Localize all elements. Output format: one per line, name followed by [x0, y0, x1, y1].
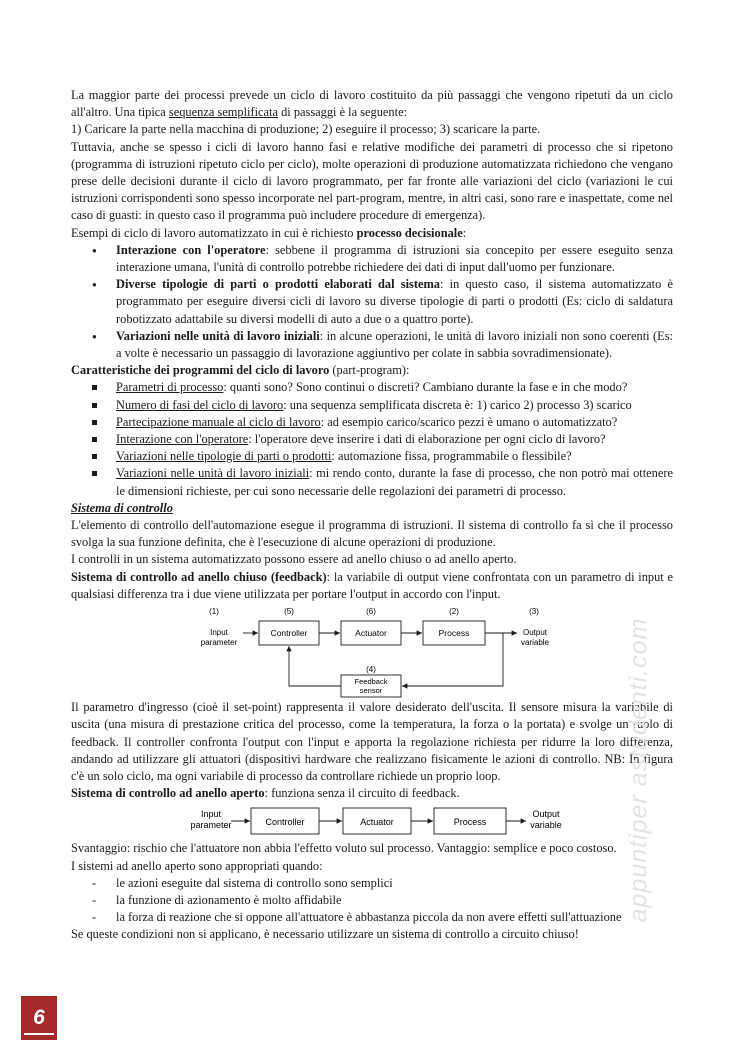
actuator-label: Actuator	[355, 628, 387, 639]
conditions-list	[71, 875, 673, 927]
bullet-term: Diverse tipologie di parti o prodotti elaborati dal sistema	[116, 277, 440, 292]
intro-paragraph	[71, 87, 673, 121]
colon: :	[462, 225, 467, 240]
item-text: : ad esempio carico/scarico pezzi è umano o automatizzato?	[320, 414, 618, 429]
list-item	[116, 397, 673, 414]
closed-loop-paragraph	[71, 569, 673, 603]
intro-text-c: di passaggi è la seguente:	[281, 105, 408, 120]
page-content	[71, 87, 673, 944]
sensor-label-2: sensor	[359, 686, 383, 696]
process-label: Process	[438, 628, 470, 639]
num-6: (6)	[366, 607, 376, 617]
item-text: : mi rendo conto, durante la fase di processo, che non potrò mai ottenere le dimensioni richieste, per cui sono necessarie delle regolazioni dei parametri di processo.	[116, 466, 673, 498]
section-title: Sistema di controllo	[71, 500, 173, 515]
open-output-label: Output	[532, 809, 560, 820]
cycle-paragraph: Tuttavia, anche se spesso i cicli di lavoro hanno fasi e relative modifiche dei parametri di processo che si ripetono (programma di istruzioni ripetuto ciclo per ciclo), molte operazioni di produzione automatizzata richiedono che vengano prese delle decisioni durante il ciclo di lavoro programmato, per far fronte alle variazioni del ciclo (variazioni le cui istruzioni corrispondenti sono spesso incorporate nel part-program, mentre, in altri casi, sono rare e inaspettate, come nel caso di guasti: in questo caso il programma può includere procedure di emergenza).	[71, 139, 673, 223]
item-term: Interazione con l'operatore	[116, 432, 249, 447]
characteristics-heading	[71, 362, 673, 379]
watermark-text: appuntiper astudenti.com	[624, 617, 653, 923]
item-term: Partecipazione manuale al ciclo di lavoro	[116, 414, 321, 429]
list-item	[116, 276, 673, 328]
steps-paragraph: 1) Caricare la parte nella macchina di produzione; 2) eseguire il processo; 3) scaricare la parte.	[71, 122, 541, 137]
control-types-paragraph: I controlli in un sistema automatizzato possono essere ad anello chiuso o ad anello aperto.	[71, 552, 517, 567]
characteristics-list	[71, 379, 673, 499]
page-number-underline	[24, 1033, 54, 1035]
list-item	[116, 328, 673, 362]
list-item: - le azioni eseguite dal sistema di controllo sono semplici	[116, 875, 673, 892]
list-item	[116, 379, 673, 396]
open-input-label: Input	[200, 809, 222, 820]
item-term: Parametri di processo	[116, 380, 224, 395]
tradeoff-paragraph: Svantaggio: rischio che l'attuatore non abbia l'effetto voluto sul processo. Vantaggio: semplice e poco costoso.	[71, 841, 617, 856]
closed-loop-diagram	[71, 603, 673, 699]
item-text: : una sequenza semplificata discreta è: 1) carico 2) processo 3) scarico	[283, 397, 632, 412]
input-label: Input	[210, 628, 228, 638]
list-item	[116, 431, 673, 448]
bullet-text: : in alcune operazioni, le unità di lavoro iniziali non sono coerenti (Es: a volte è necessario un passaggio di lavorazione aggiuntivo per colate in sabbia sovradimensionate).	[116, 328, 673, 361]
open-output-label-2: variable	[530, 820, 562, 831]
intro-text: La maggior parte dei processi prevede un ciclo di lavoro costituito da più passaggi che vengono ripetuti da un ciclo all'altro.	[71, 88, 673, 120]
feedback-return-line	[289, 646, 341, 686]
list-item: - la forza di reazione che si oppone all'attuatore è abbastanza piccola da non avere effetti sull'attuazione	[116, 909, 673, 926]
num-2: (2)	[449, 607, 459, 617]
item-text: : quanti sono? Sono continui o discreti? Cambiano durante la fase e in che modo?	[223, 380, 628, 395]
num-4: (4)	[366, 665, 376, 675]
num-5: (5)	[284, 607, 294, 617]
item-text: : l'operatore deve inserire i dati di elaborazione per ogni ciclo di lavoro?	[248, 432, 606, 447]
sequence-underline: sequenza semplificata	[168, 105, 278, 120]
output-label-2: variable	[520, 638, 550, 648]
list-item	[116, 465, 673, 499]
bullet-text: : in questo caso, il sistema automatizzato è programmato per eseguire diversi cicli di lavoro su diverse tipologie di parti o prodotti (Es: ciclo di saldatura robotizzato adattabile su diversi modelli di auto a due o a quattro porte).	[116, 277, 673, 326]
item-term: Variazioni nelle tipologie di parti o prodotti	[116, 449, 332, 464]
setpoint-paragraph: Il parametro d'ingresso (cioè il set-point) rappresenta il valore desiderato dell'uscita. Il sensore misura la variabile di uscita (una misura di prestazione critica del processo, come la temperatura, la forza o la portata) e svolge un ruolo di feedback. Il controller confronta l'output con l'input e apporta la regolazione richiesta per ridurre la loro differenza, andando ad utilizzare gli attuatori (dispositivi hardware che realizzano fisicamente le azioni di controllo. NB: In figura c'è un solo ciclo, ma ogni variabile di processo da controllare richiede un proprio loop.	[71, 700, 673, 783]
list-item	[116, 448, 673, 465]
open-actuator-label: Actuator	[360, 817, 394, 828]
bullet-term: Variazioni nelle unità di lavoro iniziali	[116, 328, 320, 343]
closed-loop-text: : la variabile di output viene confrontata con un parametro di input e qualsiasi differenza tra i due viene utilizzata per portare l'output in accordo con l'input.	[71, 569, 673, 601]
conditions-intro: I sistemi ad anello aperto sono appropriati quando:	[71, 858, 323, 873]
item-text: : automazione fissa, programmabile o flessibile?	[331, 449, 572, 464]
num-3: (3)	[529, 607, 539, 617]
open-controller-label: Controller	[265, 817, 305, 828]
decision-term: processo decisionale	[356, 225, 463, 240]
num-1: (1)	[209, 607, 219, 617]
examples-intro	[71, 225, 673, 242]
output-label: Output	[522, 628, 548, 638]
watermark	[620, 560, 658, 980]
list-item	[116, 414, 673, 431]
open-loop-diagram	[71, 802, 673, 840]
closing-paragraph: Se queste condizioni non si applicano, è necessario utilizzare un sistema di controllo a circuito chiuso!	[71, 927, 579, 942]
open-loop-term: Sistema di controllo ad anello aperto	[71, 786, 265, 801]
closed-loop-term: Sistema di controllo ad anello chiuso (feedback)	[71, 569, 327, 584]
page-number-tab	[21, 996, 57, 1040]
open-loop-text: : funziona senza il circuito di feedback.	[264, 786, 460, 801]
characteristics-tail: (part-program):	[329, 363, 410, 378]
intro-text-b: Una tipica	[114, 105, 166, 120]
control-paragraph: L'elemento di controllo dell'automazione esegue il programma di istruzioni. Il sistema di controllo fa sì che il processo svolga la sua funzione definita, che è l'esecuzione di alcune operazioni di produzione.	[71, 518, 673, 550]
item-term: Variazioni nelle unità di lavoro iniziali	[116, 466, 310, 481]
examples-text: Esempi di ciclo di lavoro automatizzato in cui è richiesto	[71, 225, 354, 240]
sensor-label: Feedback	[354, 677, 388, 687]
list-item	[116, 242, 673, 276]
page-number: 6	[33, 1006, 45, 1029]
bullet-term: Interazione con l'operatore	[116, 242, 266, 257]
list-item: - la funzione di azionamento è molto affidabile	[116, 892, 673, 909]
examples-list	[71, 242, 673, 362]
open-loop-paragraph	[71, 785, 673, 802]
controller-label: Controller	[270, 628, 308, 639]
characteristics-title: Caratteristiche dei programmi del ciclo di lavoro	[71, 363, 330, 378]
item-term: Numero di fasi del ciclo di lavoro	[116, 397, 284, 412]
open-input-label-2: parameter	[190, 820, 232, 831]
bullet-text: : sebbene il programma di istruzioni sia concepito per essere eseguito senza interazione umana, l'unità di controllo potrebbe richiedere dei dati di input dall'uomo per funzionare.	[116, 242, 673, 275]
open-process-label: Process	[453, 817, 487, 828]
input-label-2: parameter	[200, 638, 238, 648]
